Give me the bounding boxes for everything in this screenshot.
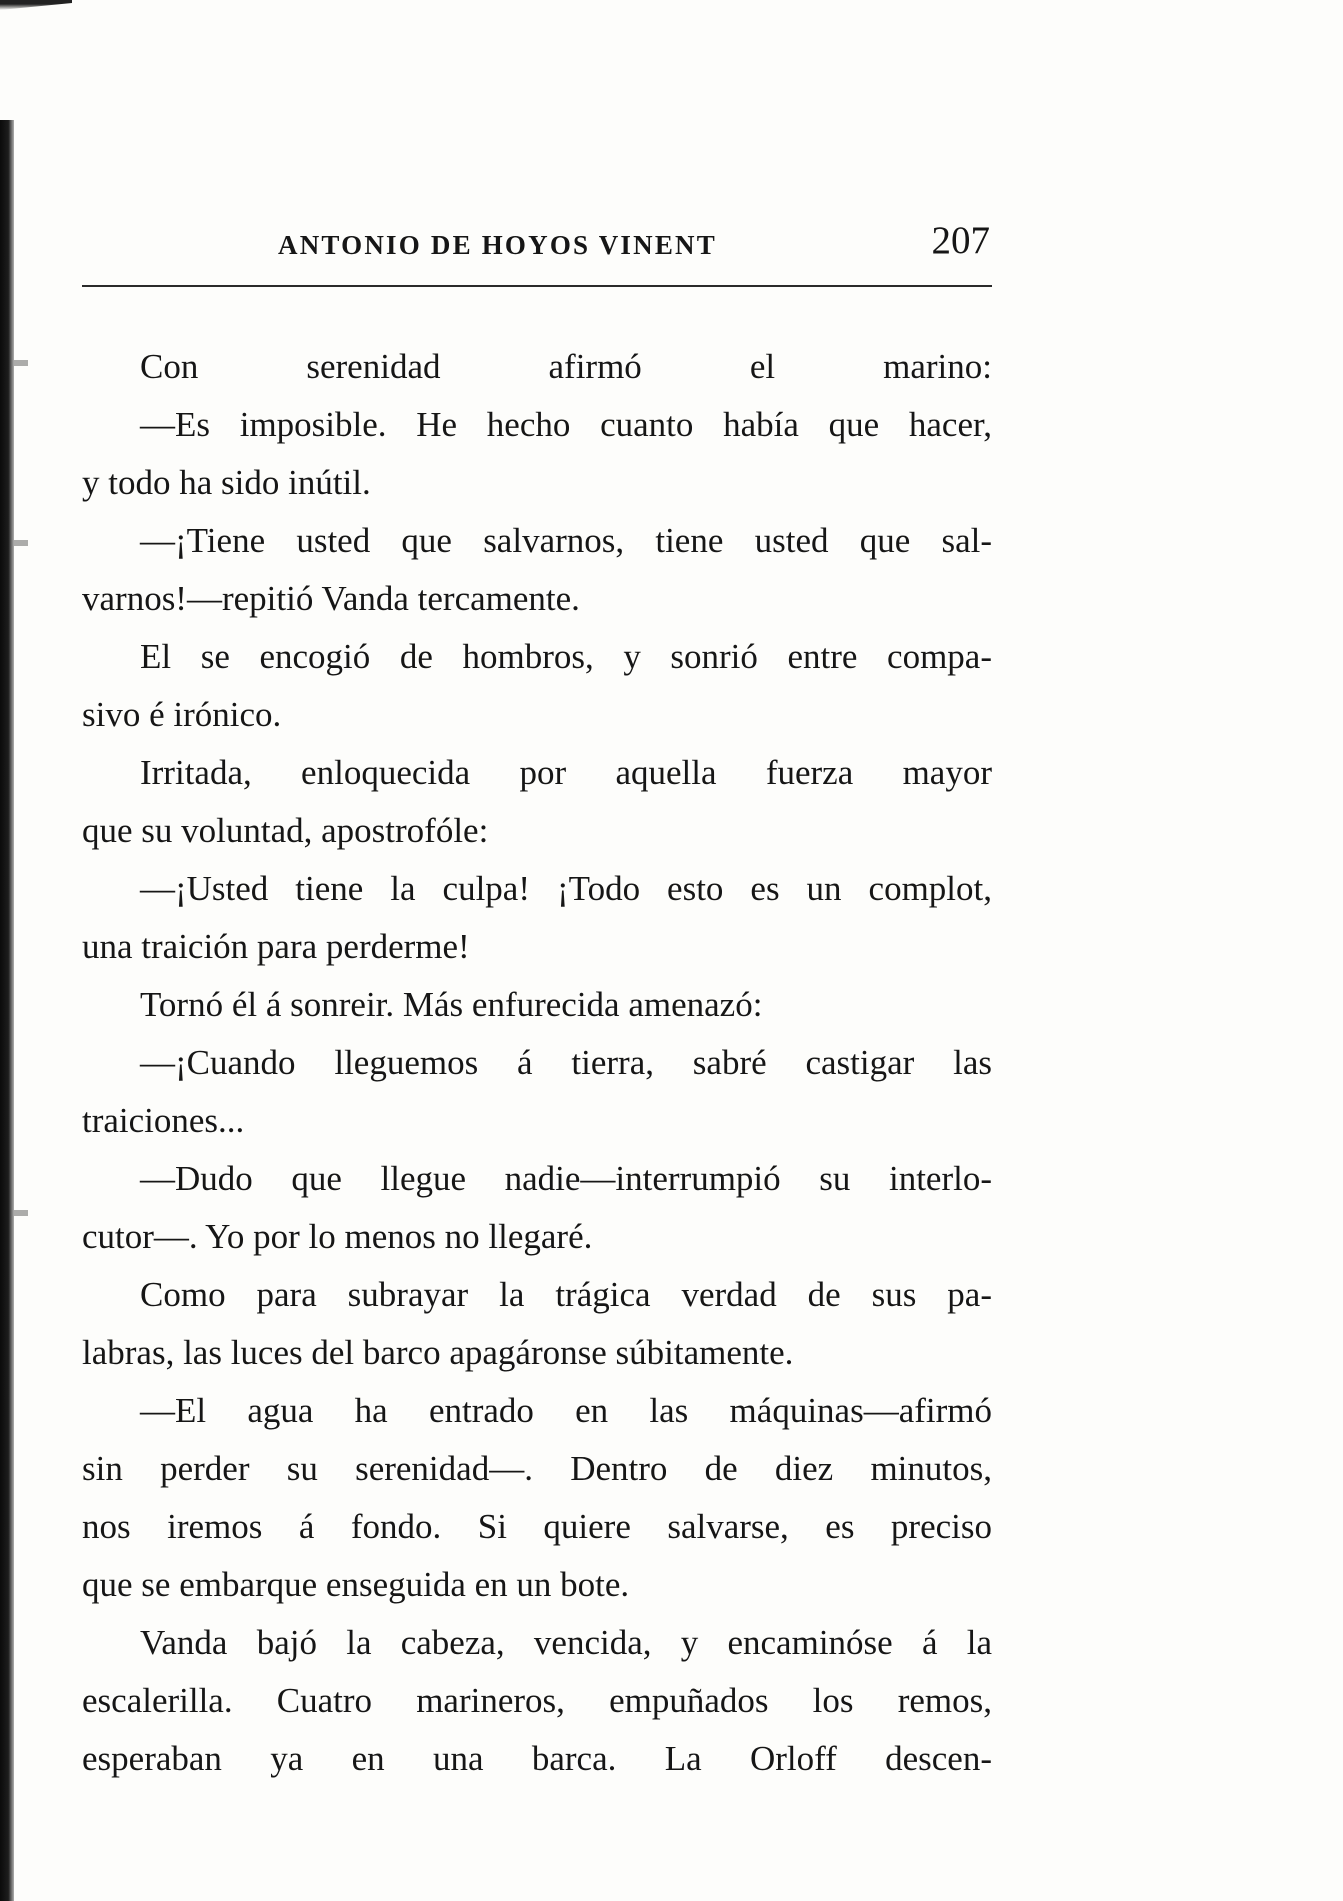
text-line: El se encogió de hombros, y sonrió entre compa- xyxy=(140,637,992,676)
body-text xyxy=(82,338,992,1788)
scan-speck xyxy=(14,540,28,546)
scan-binding-edge xyxy=(0,120,14,1901)
text-line: que su voluntad, apostrofóle: xyxy=(82,811,489,850)
running-title: ANTONIO DE HOYOS VINENT xyxy=(278,230,717,260)
text-line: —¡Cuando lleguemos á tierra, sabré castigar las xyxy=(140,1043,992,1082)
text-line: —Dudo que llegue nadie—interrumpió su interlo- xyxy=(140,1159,992,1198)
page-number: 207 xyxy=(931,219,990,262)
text-line: esperaban ya en una barca. La Orloff descen- xyxy=(82,1739,992,1778)
text-line: sivo é irónico. xyxy=(82,695,282,734)
text-line: labras, las luces del barco apagáronse súbitamente. xyxy=(82,1333,794,1372)
text-line: varnos!—repitió Vanda tercamente. xyxy=(82,579,580,618)
text-line: —Es imposible. He hecho cuanto había que hacer, xyxy=(140,405,992,444)
scan-speck xyxy=(14,360,28,366)
text-line: —¡Tiene usted que salvarnos, tiene usted que sal- xyxy=(140,521,992,560)
text-line: traiciones... xyxy=(82,1101,245,1140)
text-line: que se embarque enseguida en un bote. xyxy=(82,1565,630,1604)
text-line: escalerilla. Cuatro marineros, empuñados los remos, xyxy=(82,1681,992,1720)
text-line: Como para subrayar la trágica verdad de sus pa- xyxy=(140,1275,992,1314)
text-line: Tornó él á sonreir. Más enfurecida amenazó: xyxy=(140,985,763,1024)
text-line: —El agua ha entrado en las máquinas—afirmó xyxy=(140,1391,992,1430)
text-line: y todo ha sido inútil. xyxy=(82,463,371,502)
text-line: Vanda bajó la cabeza, vencida, y encaminóse á la xyxy=(140,1623,992,1662)
text-line: sin perder su serenidad—. Dentro de diez minutos, xyxy=(82,1449,992,1488)
text-line: Irritada, enloquecida por aquella fuerza mayor xyxy=(140,753,992,792)
text-line: —¡Usted tiene la culpa! ¡Todo esto es un complot, xyxy=(140,869,992,908)
text-line: nos iremos á fondo. Si quiere salvarse, es preciso xyxy=(82,1507,992,1546)
scan-speck xyxy=(14,1210,28,1216)
text-line: cutor—. Yo por lo menos no llegaré. xyxy=(82,1217,593,1256)
text-line: una traición para perderme! xyxy=(82,927,470,966)
scan-corner-mark xyxy=(0,0,72,10)
page-header xyxy=(82,214,992,284)
text-line: Con serenidad afirmó el marino: xyxy=(140,347,992,386)
header-rule xyxy=(82,285,992,287)
